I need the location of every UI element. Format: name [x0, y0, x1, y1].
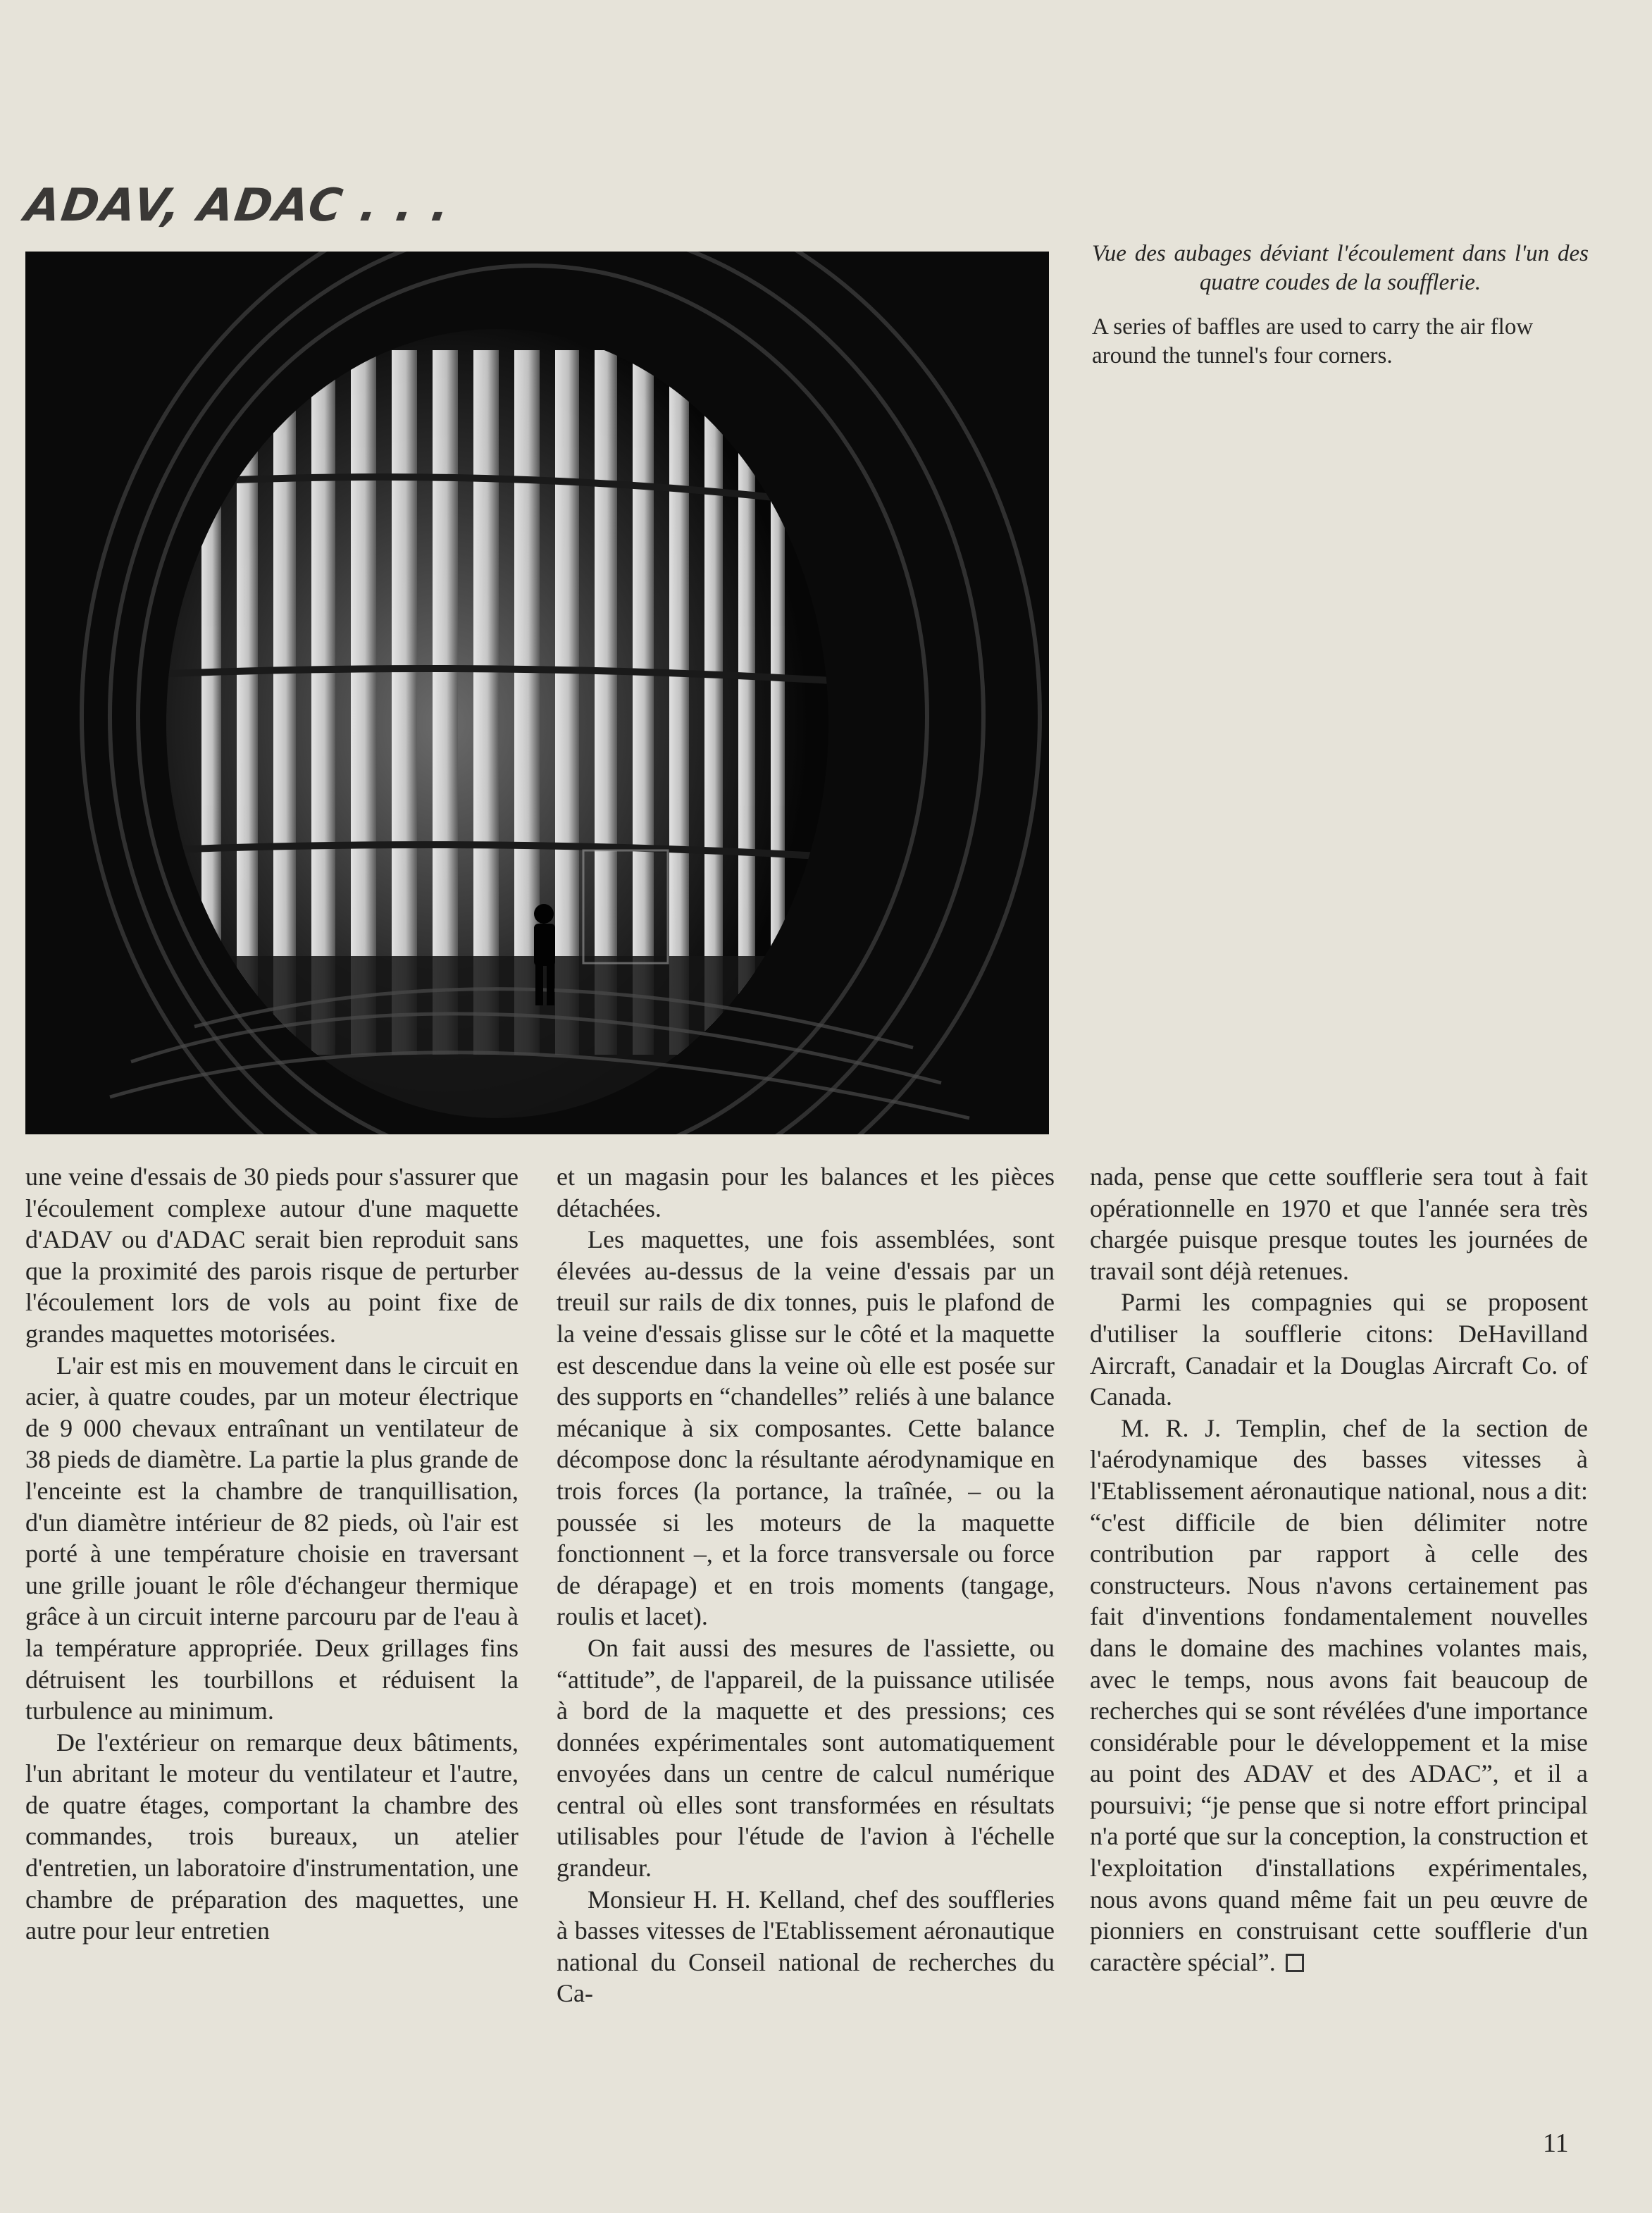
wind-tunnel-turning-vanes-photo [25, 252, 1049, 1134]
page-number: 11 [1543, 2128, 1569, 2158]
paragraph: nada, pense que cette soufflerie sera tout à fait opérationnelle en 1970 et que l'année sera très chargée puisque presque toutes les journées de travail sont déjà retenues. [1090, 1163, 1588, 1285]
paragraph-text: M. R. J. Templin, chef de la section de l'aérodynamique des basses vitesses à l'Etablissement aéronautique national, nous a dit: “c'est difficile de bien délimiter notre contribution par rapport à celle des constructeurs. Nous n'avons certainement pas fait d'inventions fondamentalement nouvelles dans le domaine des machines volantes mais, avec le temps, nous avons fait beaucoup de recherches qui se sont révélées d'une importance considérable pour le développement et la mise au point des ADAV et des ADAC”, et il a poursuivi; “je pense que si notre effort principal n'a porté que sur la conception, la construction et l'exploitation d'installations expérimentales, nous avons quand même fait un peu œuvre de pionniers en construisant cette soufflerie d'un caractère spécial”. [1090, 1413, 1588, 1976]
paragraph: Les maquettes, une fois assemblées, sont élevées au-dessus de la veine d'essais par un treuil sur rails de dix tonnes, puis le plafond de la veine d'essais glisse sur le côté et la maquette est descendue dans la veine où elle est posée sur des supports en “chandelles” reliés à une balance mécanique à six composantes. Cette balance décompose donc la résultante aérodynamique en trois forces (la portance, la traînée, – ou la poussée si les moteurs de la maquette fonctionnent –, et la force transversale ou force de dérapage) et en trois moments (tangage, roulis et lacet). [557, 1225, 1055, 1631]
paragraph: Monsieur H. H. Kelland, chef des souffleries à basses vitesses de l'Etablissement aéronautique national du Conseil national de recherches du Ca- [557, 1885, 1055, 2008]
paragraph: Parmi les compagnies qui se proposent d'utiliser la soufflerie citons: DeHavilland Aircraft, Canadair et la Douglas Aircraft Co. of Canada. [1090, 1288, 1588, 1411]
article-heading: ADAV, ADAC . . . [21, 180, 454, 232]
wind-tunnel-photo [25, 252, 1049, 1134]
paragraph: On fait aussi des mesures de l'assiette, ou “attitude”, de l'appareil, de la puissance utilisée à bord de la maquette et des pressions; ces données expérimentales sont automatiquement envoyées dans un centre de calcul numérique central où elles sont transformées en résultats utilisables pour l'étude de l'avion à l'échelle grandeur. [557, 1633, 1055, 1883]
paragraph: une veine d'essais de 30 pieds pour s'assurer que l'écoulement complexe autour d'une maquette d'ADAV ou d'ADAC serait bien reproduit sans que la proximité des parois risque de perturber l'écoulement lors de vols au point fixe de grandes maquettes motorisées. [25, 1163, 518, 1348]
end-of-article-mark [1286, 1954, 1304, 1972]
text-column-2 [557, 1161, 1055, 2009]
paragraph: et un magasin pour les balances et les pièces détachées. [557, 1163, 1055, 1222]
final-paragraph [1090, 1413, 1588, 1978]
text-column-3 [1090, 1161, 1588, 1978]
caption-french: Vue des aubages déviant l'écoulement dans l'un des quatre coudes de la soufflerie. [1092, 241, 1589, 295]
photo-caption [1092, 240, 1589, 371]
paragraph: De l'extérieur on remarque deux bâtiments, l'un abritant le moteur du ventilateur et l'autre, de quatre étages, comportant la chambre des commandes, trois bureaux, un atelier d'entretien, un laboratoire d'instrumentation, une chambre de préparation des maquettes, une autre pour leur entretien [25, 1728, 518, 1945]
paragraph: L'air est mis en mouvement dans le circuit en acier, à quatre coudes, par un moteur électrique de 9 000 chevaux entraînant un ventilateur de 38 pieds de diamètre. La partie la plus grande de l'enceinte est la chambre de tranquillisation, d'un diamètre intérieur de 82 pieds, où l'air est porté à une température choisie en traversant une grille jouant le rôle d'échangeur thermique grâce à un circuit interne parcouru par de l'eau à la température appropriée. Deux grillages fins détruisent les tourbillons et réduisent la turbulence au minimum. [25, 1351, 518, 1725]
caption-english: A series of baffles are used to carry the air flow around the tunnel's four corners. [1092, 314, 1534, 368]
text-column-1 [25, 1161, 518, 1947]
